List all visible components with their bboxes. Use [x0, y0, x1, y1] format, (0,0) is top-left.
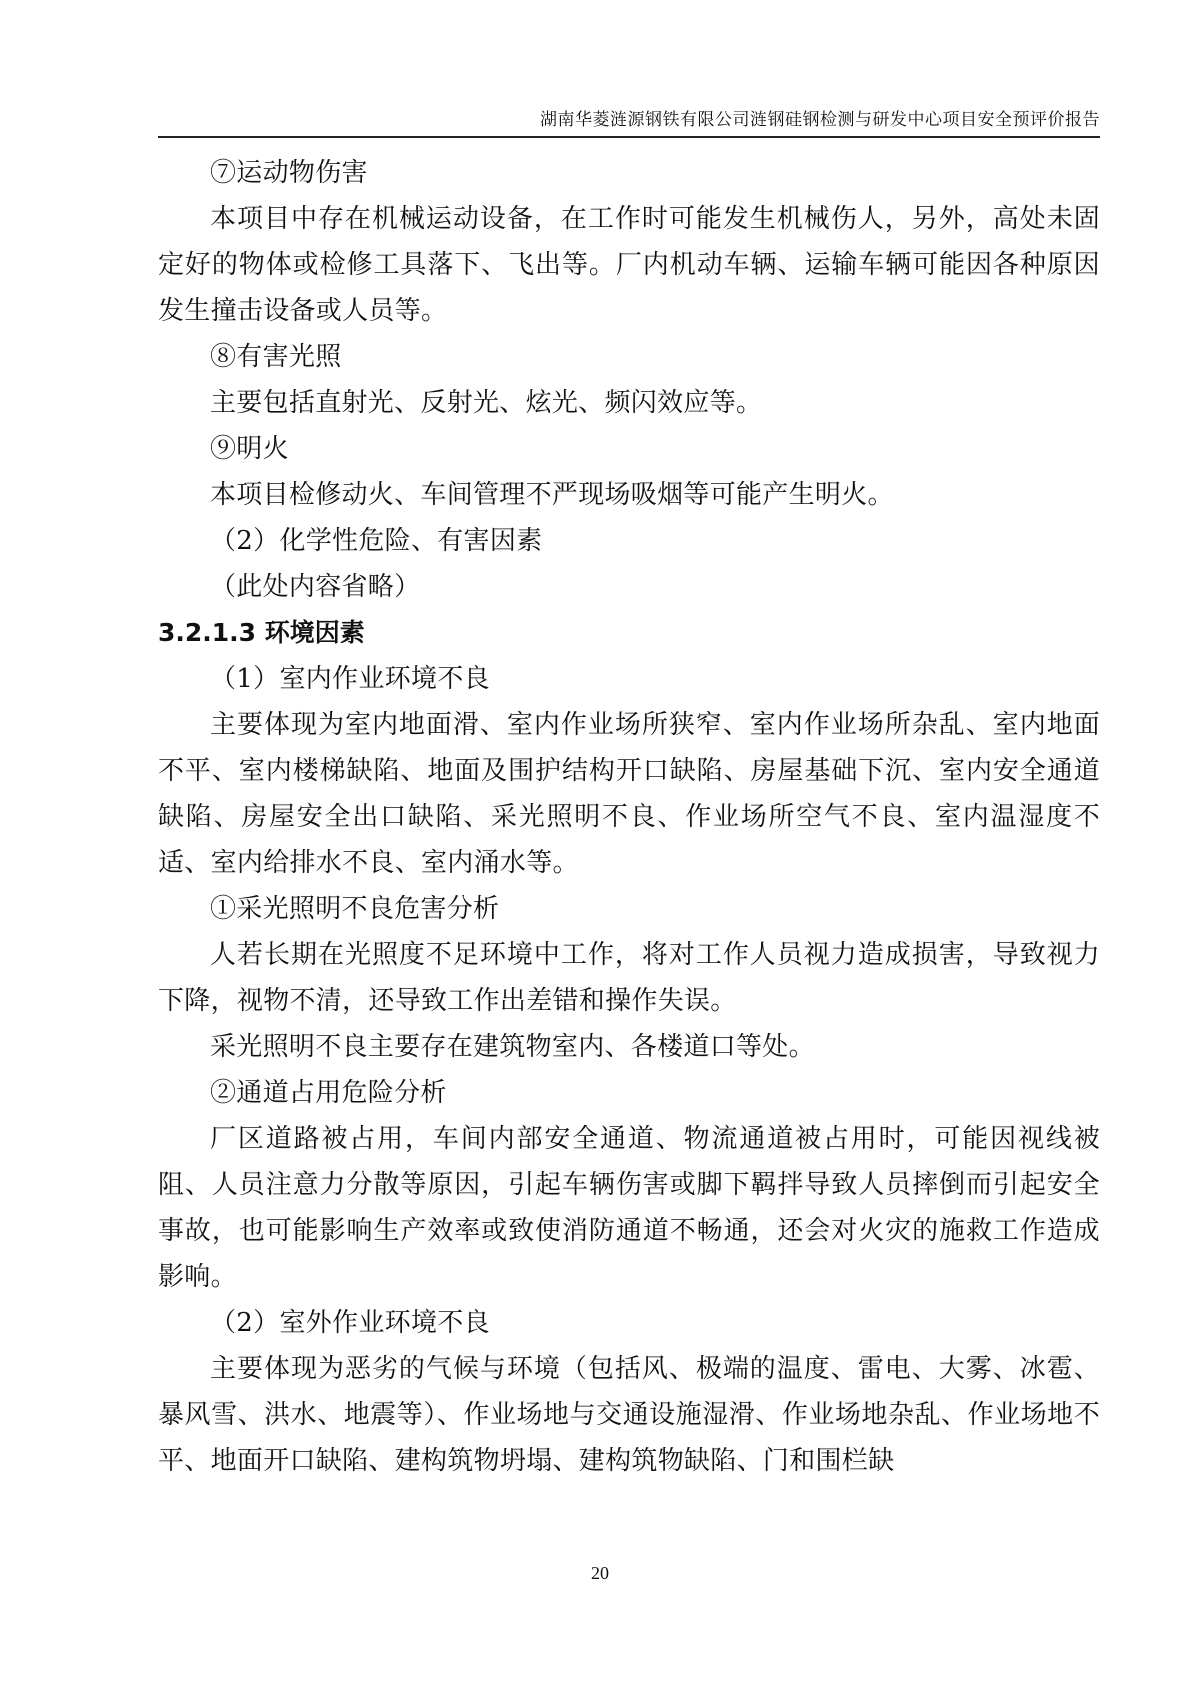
body-paragraph: 采光照明不良主要存在建筑物室内、各楼道口等处。	[210, 1032, 815, 1062]
subsection-heading: （2）室外作业环境不良	[210, 1308, 490, 1338]
body-paragraph: 本项目中存在机械运动设备，在工作时可能发生机械伤人，另外，高处未固定好的物体或检修工具落下、飞出等。厂内机动车辆、运输车辆可能因各种原因发生撞击设备或人员等。	[158, 204, 1100, 326]
item-heading: ①采光照明不良危害分析	[210, 894, 500, 924]
section-heading: 3.2.1.3 环境因素	[158, 618, 365, 647]
body-paragraph: 人若长期在光照度不足环境中工作，将对工作人员视力造成损害，导致视力下降，视物不清，还导致工作出差错和操作失误。	[158, 940, 1100, 1016]
header-title: 湖南华菱涟源钢铁有限公司涟钢硅钢检测与研发中心项目安全预评价报告	[540, 110, 1100, 130]
item-heading: ⑧有害光照	[210, 342, 342, 372]
page-number: 20	[591, 1563, 609, 1583]
body-paragraph: 本项目检修动火、车间管理不严现场吸烟等可能产生明火。	[210, 480, 894, 510]
body-paragraph: 主要包括直射光、反射光、炫光、频闪效应等。	[210, 388, 763, 418]
omitted-note: （此处内容省略）	[210, 572, 421, 602]
document-body	[158, 150, 1100, 1484]
subsection-heading: （2）化学性危险、有害因素	[210, 526, 543, 556]
body-paragraph: 厂区道路被占用，车间内部安全通道、物流通道被占用时，可能因视线被阻、人员注意力分散等原因，引起车辆伤害或脚下羁拌导致人员摔倒而引起安全事故，也可能影响生产效率或致使消防通道不畅通，还会对火灾的施救工作造成影响。	[158, 1124, 1100, 1292]
item-heading: ⑨明火	[210, 434, 289, 464]
subsection-heading: （1）室内作业环境不良	[210, 664, 490, 694]
body-paragraph: 主要体现为恶劣的气候与环境（包括风、极端的温度、雷电、大雾、冰雹、暴风雪、洪水、地震等）、作业场地与交通设施湿滑、作业场地杂乱、作业场地不平、地面开口缺陷、建构筑物坍塌、建构筑物缺陷、门和围栏缺	[158, 1354, 1100, 1476]
item-heading: ⑦运动物伤害	[210, 158, 368, 188]
item-heading: ②通道占用危险分析	[210, 1078, 447, 1108]
page-header	[158, 96, 1100, 138]
body-paragraph: 主要体现为室内地面滑、室内作业场所狭窄、室内作业场所杂乱、室内地面不平、室内楼梯缺陷、地面及围护结构开口缺陷、房屋基础下沉、室内安全通道缺陷、房屋安全出口缺陷、采光照明不良、作业场所空气不良、室内温湿度不适、室内给排水不良、室内涌水等。	[158, 710, 1100, 878]
